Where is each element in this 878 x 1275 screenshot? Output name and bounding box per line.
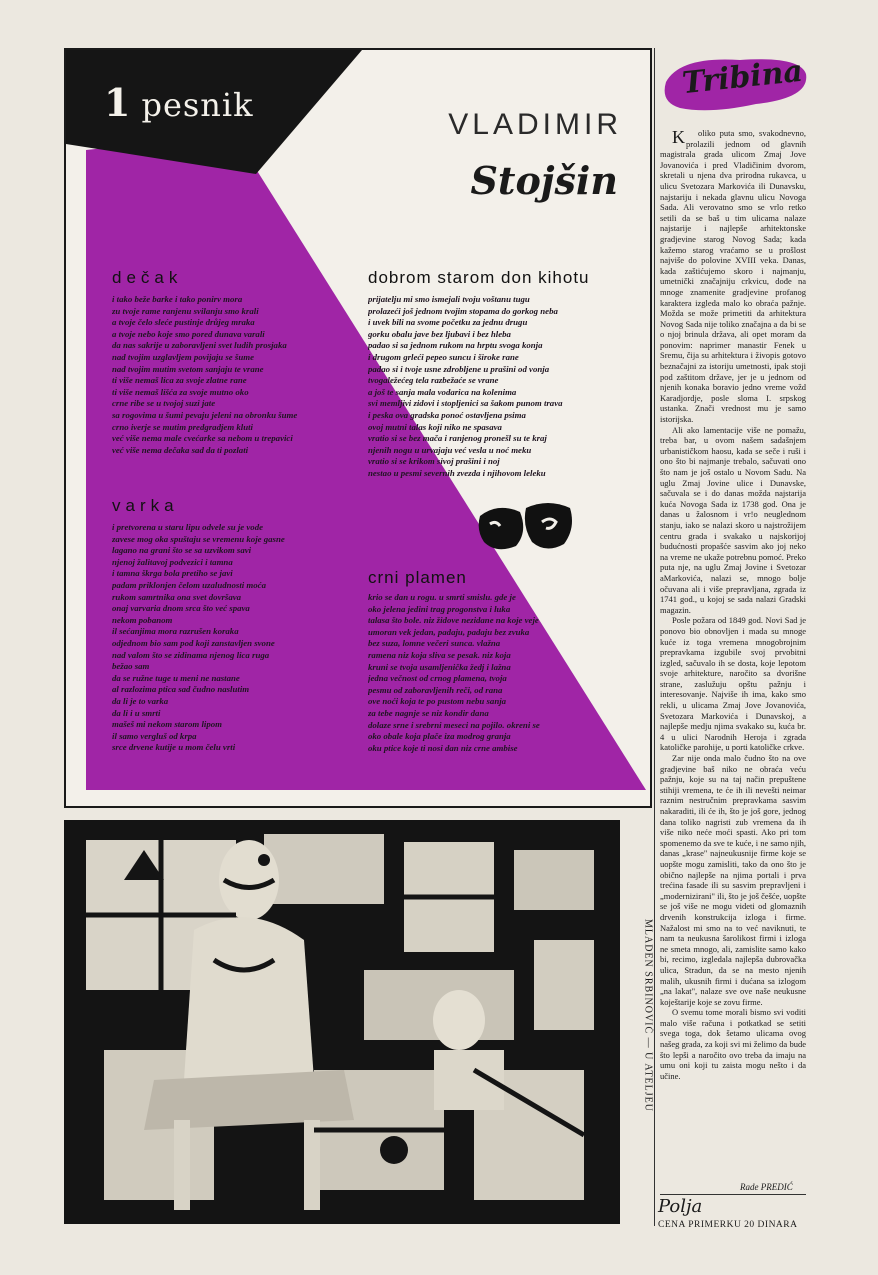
poem-line: krio se dan u rogu. u smrti smislu. gde je [368,592,516,602]
poem-title-don-kihot: dobrom starom don kihotu [368,268,590,287]
poem-line: crno iverje se mutim predgradjem kluti [112,421,253,432]
poem-title-decak: dečak [112,268,183,287]
column-divider [654,48,655,1226]
poem-body-decak [112,294,372,456]
poem-line: ovoj mutni talas koji niko ne spasava [368,421,502,432]
painting-caption-text: MLADEN SRBINOVIĆ — U ATELJEU [642,919,654,1112]
poem-line: i uvek bili na svome početku za jednu drugu [368,317,528,328]
painting-artwork [64,820,620,1224]
poem-line: gorku obalu jave bez ljubavi i bez hleba [368,328,511,339]
poem-line: tvogaležećeg tela razbežaće se vrane [368,375,499,386]
poem-line: da li je to varka [112,695,169,706]
poem-line: da li i u smrti [112,707,161,718]
poem-line: ramena niz koja sliva se pesak. niz koja [368,649,511,660]
author-first-name: VLADIMIR [448,108,622,141]
poem-line: njenih nogu u urvajaju već vesla u noć meku [368,444,532,455]
poem-line: bez suza, lomne večeri sunca. vlažna [368,638,501,649]
poem-line: zavese mog oka spuštaju se vremenu koje gasne [112,533,285,544]
poem-line: kruni se tvoja usamljenička žedj i lažna [368,661,511,672]
poem-line: il samo vergluš od krpa [112,730,197,741]
poem-line: sa rogovima u šumi pevaju jeleni na obronku šume [112,409,298,420]
poem-line: prijatelju mi smo ismejali tvoju voštanu tugu [368,294,530,304]
poem-line: a tvoje nebo koje smo pored dunava varali [112,328,265,339]
poem-line: jedna večnost od crnog plamena, tvoja [368,673,507,684]
badge-number: 1 [104,80,132,125]
poem-line: nad tvojim mutim svetom sanjaju te vrane [112,363,264,374]
painting-caption [628,820,654,1224]
poem-line: ti više nemaš lišća za svoje mutno oko [112,386,249,397]
poem-line: vratio si se bez mača i ranjenog pronešl su te kraj [368,433,547,444]
poem-line: vratio si se krikom sivoj prašini i noj [368,456,500,467]
poem-line: padam priklonjen čelom uzaludnosti moćа [112,579,266,590]
poem-line: nad valom što se zidinama njenog lica ruga [112,649,270,660]
article-author: Rade PREDIĆ [740,1182,793,1192]
article-paragraph: Koliko puta smo, svakodnevno, prolazili jednom od glavnih magistrala grada ulicom Zmaj Jove Jovanovića i pred Vladičinim dvorom, skretali u njena dva prirodna rukavca, u ulicu Svetozara Markovića ili Dunavsku, najstariju i nekada glavnu ulicu Novoga Sada. Ali verovatno smo se vrlo retko setili da se baš u tim ulicama nalaze najstarije i najlepše arhitektonske gradjevine starog Novog Sada; kada kažemo starog vraćamo se u prošlost najviše do polovine XVIII veka. Danas, kada zaštićujemo skoro i najmanju, umetnički značajniju crkvicu, dođe na mnoge znamenite gradjevine profanog karaktera izgleda malo ko obraća pažnje. Možda se može primetiti da arhitektura Novog Sada nije toliko značajna a da bi se o njoj brinula država, ali opet moram da ponovim: naprimer manastir Fenek u Sremu, čija su arhitektura i živopis gotovo beznačajni za istoriju umetnosti, ipak stoji pod zaštitom države, jer je u jednom od njenih konaka boravio jedno vreme vožd Karadjordje, posle sloma I. srpskog ustanka. Znači vrednost mu je samo istorijska. [660,127,806,425]
poem-line: da nas sakrije u zaboravljeni svet ludih prosjaka [112,340,287,351]
painting-reproduction [64,820,620,1224]
poem-line: njenoj žalitavoj podvezici i tamna [112,556,233,567]
poem-line: a tvoje čelo sleće pustinje drůjeg mraka [112,317,255,328]
article-paragraph: Posle požara od 1849 god. Novi Sad je ponovo bio obnovljen i mada su mnoge kuće iz toga vremena mnogobrojnim prepravkama izgubile svoj prvobitni izgled, sačuvalo ih se dosta, koje lepotom svoje arhitekture, naročito sa dvorišne strane, zaslužuju opštu pažnju i interesovanje. Najviše ih ima, kako smo rekli, u ulicama Zmaj Jove Jovanovića, Svetozara Markovića i Dunavskoj, a najlepše medju njima svakako su, kuća br. 4 u ulici Narodnih Heroja i zgrada katoličke parohije, u porti katoličke crkve. [660,615,806,753]
poem-line: al razlozima ptica sad čudno naslutim [112,684,250,695]
poem-line: padao si i tvoje usne zdrobljene u prašini od vonja [368,363,550,374]
poem-line: i tako beže barke i tako ponirv mora [112,294,243,304]
poem-line: a još te sanja mala vodarica na kolenima [368,386,517,397]
poem-line: odjednom bio sam pod koji zanstavljen svone [112,637,275,648]
poem-line: oku ptice koje ti nosi dan niz crne ambise [368,742,518,753]
poem-line: ti više nemaš lica za svoje zlatne rane [112,375,247,386]
poem-line: za tebe nagnje se niz kondir dana [368,707,489,718]
poem-line: oko obale koja plače iza modrog granja [368,731,511,742]
poem-line: i peska ova gradska ponoć ostavljena psima [368,409,526,420]
poem-line: prolazeći još jednom tvojim stopama do gorkog neba [368,305,558,316]
poem-line: lagano na grani što se sa uzvikom savi [112,545,252,556]
poem-line: talasa što bole. niz židove nezidane na koje veje [368,615,539,626]
poem-panel [64,48,652,808]
poem-line: svi memljivi zidovi i stopljenici sa šakom punom trava [368,398,563,409]
article-paragraph: O svemu tome morali bismo svi voditi malo više računa i potkatkad se setiti svega toga, dok šetamo ulicama ovog našeg grada, za koji svi mi želimo da bude što lepši a naročito ovo treba da imaju na umu oni koji tu zaista mogu nešto i da učine. [660,1007,806,1081]
poem-body-varka [112,522,372,754]
poem-title-varka: varka [112,496,179,515]
poem-line: bežao sam [112,661,150,672]
poem-line: il sećanjima mora razrušen koraka [112,626,239,637]
poem-title-crni-plamen: crni plamen [368,568,467,587]
tribina-heading: Tribina [680,53,805,102]
poem-line: zu tvoje rame ranjenu svilanju smo krali [112,305,259,316]
poem-line: oko jelena jedini trag progonstva i luka [368,603,511,614]
poem-line: pesmu od zaboravljenih reči, od rana [368,684,503,695]
poem-line: padao si sa jednom rukom na hrptu svoga konja [368,340,543,351]
poem-line: ove noći koja te po pustom nebu sanja [368,696,507,707]
poem-line: nad tvojim uzglavljem povijaju se šume [112,351,254,362]
poem-line: srce drvene kutije u mom čelu vrti [112,742,236,753]
poem-line: onaj varvaria dnom srca što već spava [112,603,250,614]
poem-line: već više nema male cvećarke sa nebom u trepavici [112,433,293,444]
poem-line: već više nema dečaka sad da ti pozlati [112,444,249,455]
author-last-name: Stojšin [470,158,618,203]
poem-line: umoran vek jedan, padaju, padaju bez zvuka [368,626,530,637]
badge-word: pesnik [141,86,254,124]
publication-brand: Polja [658,1196,703,1217]
theatre-masks-icon [476,498,580,554]
article-paragraph: Zar nije onda malo čudno što na ove gradjevine baš niko ne obraća veću pažnju, koje su na taj način prepuštene stihiji vremena, te će ih ili nevešti neimar raznim nestručnim prepravkama sasvim nakaraditi, ili će ih, što je još gore, jednog dana toliko nagristi zub vremena da ih više niko neće moći spasti. Ako pri tom spomenemo da sve te kuće, i ne samo njih, danas „krase" najneukusnije firme koje se uopšte mogu zamisliti, tako da ono što je obično najlepše na njima portali i prva trećina fasade ili su sasvim prepravljeni i „modernizirani" ili, što je još češće, uopšte se još više ne mogu videti od glomaznih drvenih konstrukcija izloga i firme. Nažalost mi smo na to već naviknuti, te nam ta neukusna šarolikost firmi i izloga ne smeta mnogo, ali, zamislite samo kako bi, recimo, izgledala najlepša dubrovačka ulica, Stradun, da se na mesto njenih malih, ukusnih firmi i dućana sa izlogom „na lakat", nalaze sve ove naše neukusne koještarije koje se zovu firme. [660,753,806,1007]
poem-line: mašeš mi nekom starom lipom [112,719,222,730]
poem-line: nekom pobanom [112,614,173,625]
footer-divider [660,1194,806,1195]
article-paragraph: Ali ako lamentacije više ne pomažu, treba bar, u ovom našem sadašnjem urbanističkom haosu, kada se seče i ruši i ono što bi najmanje trebalo, sačuvati ono što nam je još ostalo u Novom Sadu. Na uglu Zmaj Jovine ulice i Dunavske, sačuvala se i do danas možda najstarija kuća Novoga Sada iz 1738 god. Ona je danas u žalosnom i vr!o neuglednom stanju, iako se nalazi skoro u najstrožijem centru grada i svakako u najskorijoj budućnosti propašće sasvim ako joj neko na vreme ne ukaže potrebnu pomoć. Preko puta nje, na uglu Zmaj Jovine i Svetozar aMarkovića, nalazi se, mnogo bolje očuvana ali i više prepravljana, zgrada iz 1741 god., u kojoj se sada nalazi Gradski magazin. [660,424,806,615]
poem-line: i pretvorena u staru lipu odvele su je vode [112,522,264,532]
poem-line: crne ribe se u tvojoj suzi jate [112,398,216,409]
tribina-article [660,128,806,1081]
poem-line: rukom samrtnika ona svet dovršava [112,591,242,602]
poem-line: nestao u pesmi severnih zvezda i njihovom leleku [368,467,546,478]
poem-line: i drugom grleći pepeo suncu i široke rane [368,351,519,362]
poem-line: i tamna škrga bola pretiho se javi [112,568,233,579]
poem-body-crni-plamen [368,592,644,754]
price-line: CENA PRIMERKU 20 DINARA [658,1220,798,1230]
poem-line: da se ružne tuge u meni ne nastane [112,672,240,683]
poem-body-don-kihot [368,294,644,480]
section-badge [104,80,254,125]
poem-line: dolaze srne i srebrni meseci na pojilo. okreni se [368,719,540,730]
